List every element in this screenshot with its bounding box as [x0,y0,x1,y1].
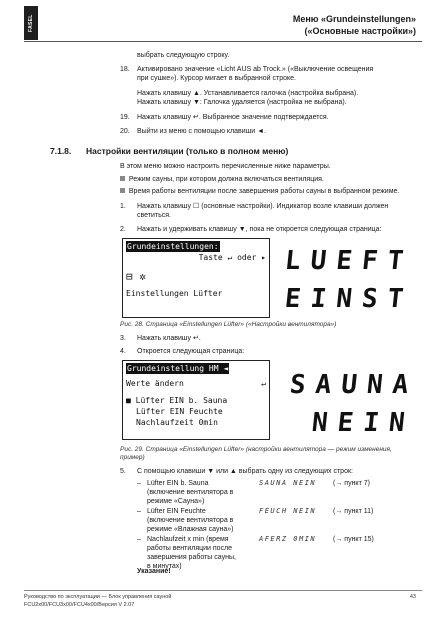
section-title: Настройки вентиляции (только в полном меню) [86,146,289,156]
step-number: 1. [120,203,126,210]
step-number: 2. [120,226,126,233]
bullet-icon [120,176,125,181]
segment-display-fig28 [285,246,413,314]
lcd-line: Werte ändern [126,379,184,388]
footer-line: FCU2x00/FCU3x00/FCU4x00/Версия V 2.07 [24,602,135,608]
page-number: 43 [409,594,416,600]
segment-line: SAUNA [288,370,420,400]
option-reference: (→ пункт 15) [333,536,374,543]
option-display: FEUCH NEIN [259,507,317,515]
section-number: 7.1.8. [50,146,72,156]
segment-line: LUEFT [283,246,415,276]
figure-caption: Рис. 28. Страница «Einstellungen Lüfter» («Настройки вентилятора») [120,321,337,328]
bullet-icon [120,188,125,193]
footer-divider [24,590,422,591]
bullet-text: Режим сауны, при котором должна включаться вентиляция. [128,176,324,183]
step-number: 19. [120,114,130,121]
lcd-screen-fig29 [122,360,270,440]
lcd-row [126,378,266,389]
step-text: Откроется следующая страница: [137,348,245,355]
lcd-line: Taste ↵ oder ▸ [198,253,266,262]
option-line: (включение вентилятора в [147,517,234,524]
option-row: – Lüfter EIN Feuchte (включение вентилятора в режиме «Влажная сауна») FEUCH NEIN (→ пункт 11) [137,507,374,533]
option-line: режиме «Влажная сауна») [147,526,234,533]
option-line: Lüfter EIN b. Sauna [147,480,209,487]
step-text: С помощью клавиши ▼ или ▲ выбрать одну из следующих строк: [137,468,353,475]
lcd-title: Grundeinstellungen: [127,242,219,251]
header-divider [24,41,422,42]
bullet-item [120,175,324,184]
step-number: 4. [120,348,126,355]
note-label: Указание! [137,568,171,575]
step-line: при сушке»). Курсор мигает в выбранной строке. [137,75,296,82]
step-text [137,202,388,220]
option-row: – Nachlaufzeit x min (время работы вентиляции после завершения работы сауны, в минутах) AFERZ 0MIN (→ пункт 15) [137,535,374,570]
header-subtitle: («Основные настройки») [304,26,416,36]
step-number: 3. [120,335,126,342]
lcd-line: Einstellungen Lüfter [126,289,223,298]
section-intro: В этом меню можно настроить перечисленные ниже параметры. [120,163,331,170]
header-title: Меню «Grundeinstellungen» [292,14,416,24]
lcd-line: Nachlaufzeit 0min [136,418,218,427]
option-reference: (→ пункт 11) [333,508,374,515]
step-number: 20. [120,128,130,135]
step-text: Выйти из меню с помощью клавиши ◄. [137,128,267,135]
step-line: Нажать клавишу ▼: Галочка удаляется (настройка не выбрана). [137,99,347,106]
option-line: завершения работы сауны, [147,554,236,561]
segment-display-fig29 [290,370,418,438]
step-number: 18. [120,66,130,73]
step-text: Нажать и удерживать клавишу ▼, пока не откроется следующая страница: [137,226,382,233]
lcd-title: Grundeinstellung HM ◄ [127,364,229,373]
bullet-text: Время работы вентиляции после завершения работы сауны в выбранном режиме. [128,188,400,195]
lcd-line: Lüfter EIN Feuchte [136,407,223,416]
option-line: режиме «Сауна») [147,498,205,505]
intro-line: выбрать следующую строку. [137,52,230,59]
option-row: – Lüfter EIN b. Sauna (включение вентилятора в режиме «Сауна») SAUNA NEIN (→ пункт 7) [137,479,370,505]
step-text: Нажать клавишу ↵. [137,335,201,342]
step-line: Нажать клавишу ▲. Устанавливается галочка (настройка выбрана). [137,90,359,97]
enter-icon: ↵ [261,379,266,388]
fasel-logo: FASEL [24,6,38,40]
option-list [137,479,407,571]
step-line: Активировано значение «Licht AUS ab Trock.» («Выключение освещения [137,66,374,73]
option-reference: (→ пункт 7) [333,480,370,487]
step-number: 5. [120,468,126,475]
option-display: AFERZ 0MIN [259,535,317,543]
step-text [137,65,373,83]
lcd-line: ■ Lüfter EIN b. Sauna [126,396,228,405]
lcd-screen-fig28 [122,238,270,318]
option-line: Lüfter EIN Feuchte [147,508,206,515]
caption-line: Рис. 29. Страница «Einstellungen Lüfter» (настройки вентилятора — режим изменения, [120,446,392,453]
figure-caption [120,446,420,462]
caption-line: пример) [120,454,145,461]
option-display: SAUNA NEIN [259,479,317,487]
step-line: светиться. [137,212,172,219]
step-line: Нажать клавишу ☐ (основные настройки). Индикатор возле клавиши должен [137,203,389,210]
bullet-item [120,187,399,196]
step-text: Нажать клавишу ↵. Выбранное значение подтверждается. [137,114,329,121]
lcd-icons: ⊟ ✲ [126,270,146,283]
option-line: Nachlaufzeit x min (время [147,536,229,543]
option-line: работы вентиляции после [147,545,233,552]
segment-line: EINST [283,284,415,314]
footer-line: Руководство по эксплуатации — Блок управления сауной [24,594,172,600]
option-line: в минутах) [147,563,182,570]
step-text [137,89,358,107]
option-line: (включение вентилятора в [147,489,234,496]
segment-line: NEIN [310,408,417,438]
